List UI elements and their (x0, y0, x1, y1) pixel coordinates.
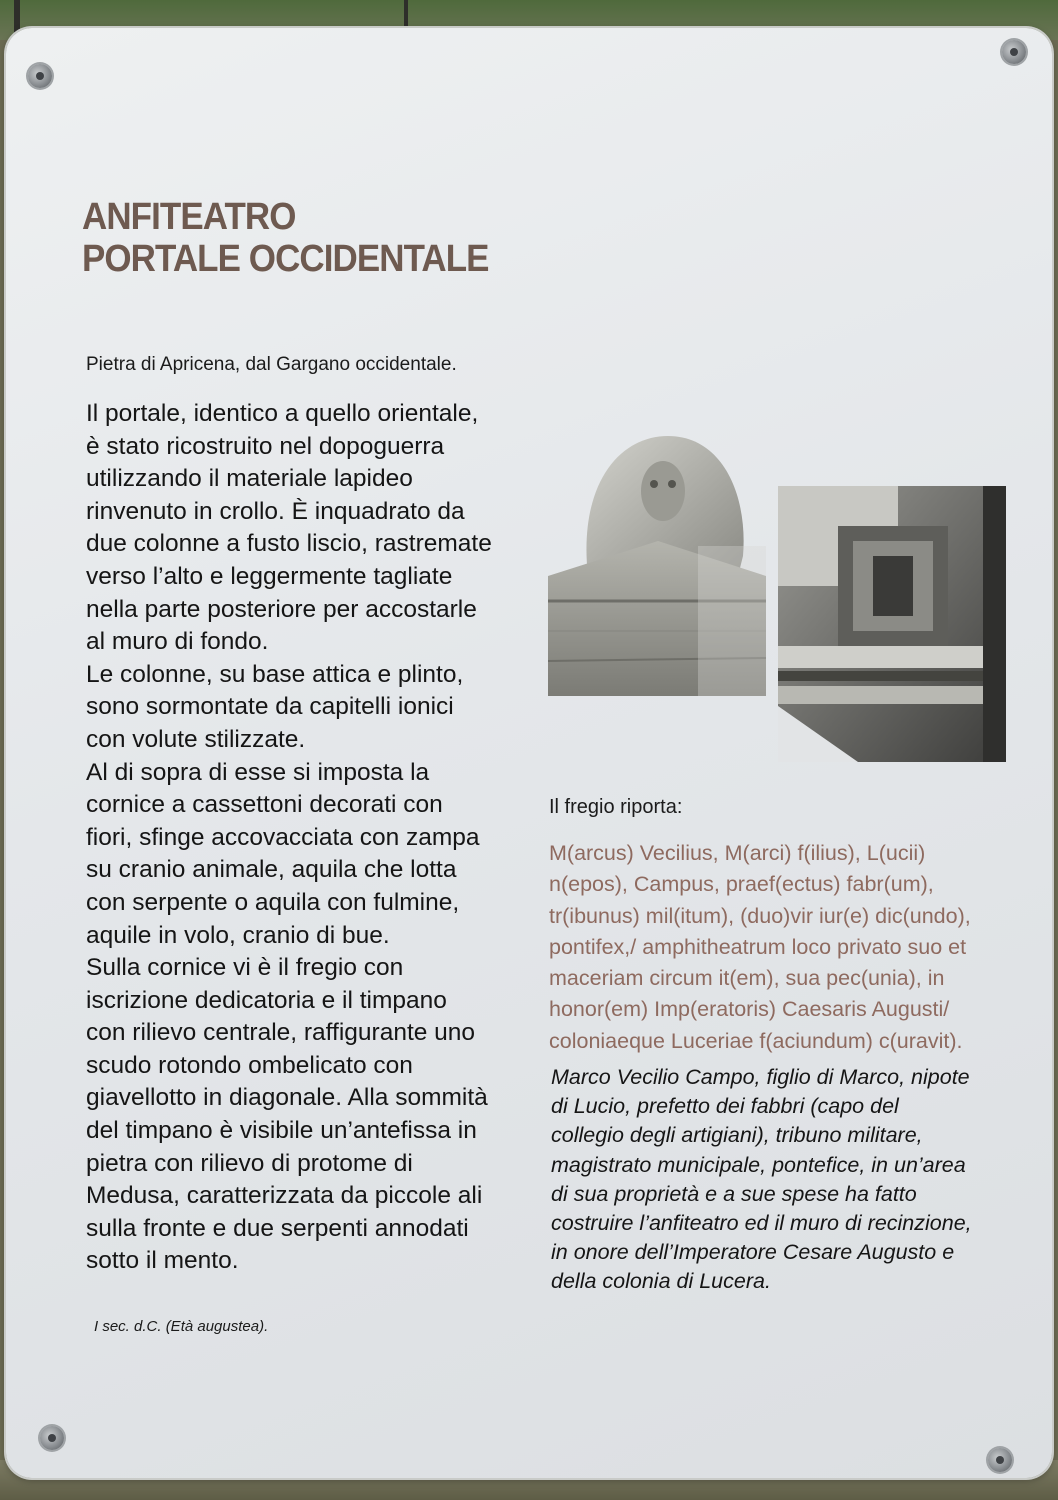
translation-line: in onore dell’Imperatore Cesare Augusto e (551, 1240, 955, 1265)
translation-line: Marco Vecilio Campo, figlio di Marco, nipote (551, 1065, 970, 1089)
body-line: verso l’alto e leggermente tagliate (86, 562, 453, 590)
body-line: sulla fronte e due serpenti annodati (86, 1214, 469, 1242)
body-line: è stato ricostruito nel dopoguerra (86, 432, 445, 460)
sign-subtitle: Pietra di Apricena, dal Gargano occidentale. (86, 354, 457, 375)
translation-line: magistrato municipale, pontefice, in un’area (551, 1152, 966, 1177)
latin-line: coloniaeque Luceriae f(aciundum) c(uravit). (549, 1028, 963, 1053)
translation-line: collegio degli artigiani), tribuno militare, (551, 1123, 923, 1148)
screw-icon (28, 64, 52, 88)
body-line: pietra con rilievo di protome di (86, 1149, 413, 1177)
body-line: Medusa, caratterizzata da piccole ali (86, 1182, 483, 1210)
cornice-detail-photo (778, 486, 1006, 762)
latin-line: n(epos), Campus, praef(ectus) fabr(um), (549, 872, 934, 897)
body-line: Al di sopra di esse si imposta la (86, 758, 430, 786)
body-line: scudo rotondo ombelicato con (86, 1051, 413, 1079)
body-line: con volute stilizzate. (86, 725, 306, 753)
body-line: giavellotto in diagonale. Alla sommità (86, 1084, 488, 1112)
body-line: due colonne a fusto liscio, rastremate (86, 530, 492, 558)
antefix-medusa-photo (548, 426, 766, 696)
body-line: utilizzando il materiale lapideo (86, 465, 413, 493)
body-line: su cranio animale, aquila che lotta (86, 856, 457, 884)
title-line: ANFITEATRO (82, 196, 296, 238)
body-line: del timpano è visibile un’antefissa in (86, 1117, 477, 1145)
screw-icon (988, 1448, 1012, 1472)
body-line: con rilievo centrale, raffigurante uno (86, 1019, 476, 1047)
body-line: fiori, sfinge accovacciata con zampa (86, 823, 480, 851)
body-line: sotto il mento. (86, 1247, 239, 1275)
body-line: al muro di fondo. (86, 628, 269, 656)
translation-line: di sua proprietà e a sue spese ha fatto (551, 1181, 917, 1206)
latin-line: maceriam circum it(em), sua pec(unia), in (549, 966, 945, 991)
translation-line: costruire l’anfiteatro ed il muro di recinzione, (551, 1211, 972, 1236)
body-line: iscrizione dedicatoria e il timpano (86, 986, 447, 1014)
screw-icon (1002, 40, 1026, 64)
latin-line: M(arcus) Vecilius, M(arci) f(ilius), L(ucii) (549, 841, 926, 865)
body-line: nella parte posteriore per accostarle (86, 595, 477, 623)
body-line: Le colonne, su base attica e plinto, (86, 660, 464, 688)
translation-line: della colonia di Lucera. (551, 1269, 771, 1294)
frieze-label: Il fregio riporta: (549, 796, 683, 818)
body-line: aquile in volo, cranio di bue. (86, 921, 390, 949)
sign-title (82, 196, 505, 280)
latin-line: tr(ibunus) mil(itum), (duo)vir iur(e) dic(undo), (549, 903, 971, 928)
info-sign-panel (6, 28, 1052, 1478)
latin-line: honor(em) Imp(eratoris) Caesaris Augusti/ (549, 997, 950, 1022)
italian-translation (551, 1063, 1021, 1297)
body-line: cornice a cassettoni decorati con (86, 791, 443, 819)
description-text (86, 398, 556, 1278)
body-line: sono sormontate da capitelli ionici (86, 693, 454, 721)
body-line: Sulla cornice vi è il fregio con (86, 954, 404, 982)
latin-inscription (549, 838, 1019, 1057)
latin-line: pontifex,/ amphitheatrum loco privato suo et (549, 934, 967, 959)
body-line: con serpente o aquila con fulmine, (86, 888, 460, 916)
dating-note: I sec. d.C. (Età augustea). (94, 1318, 269, 1335)
screw-icon (40, 1426, 64, 1450)
title-line: PORTALE OCCIDENTALE (82, 238, 489, 280)
body-line: rinvenuto in crollo. È inquadrato da (86, 497, 465, 525)
body-line: Il portale, identico a quello orientale, (86, 400, 479, 427)
translation-line: di Lucio, prefetto dei fabbri (capo del (551, 1094, 899, 1119)
